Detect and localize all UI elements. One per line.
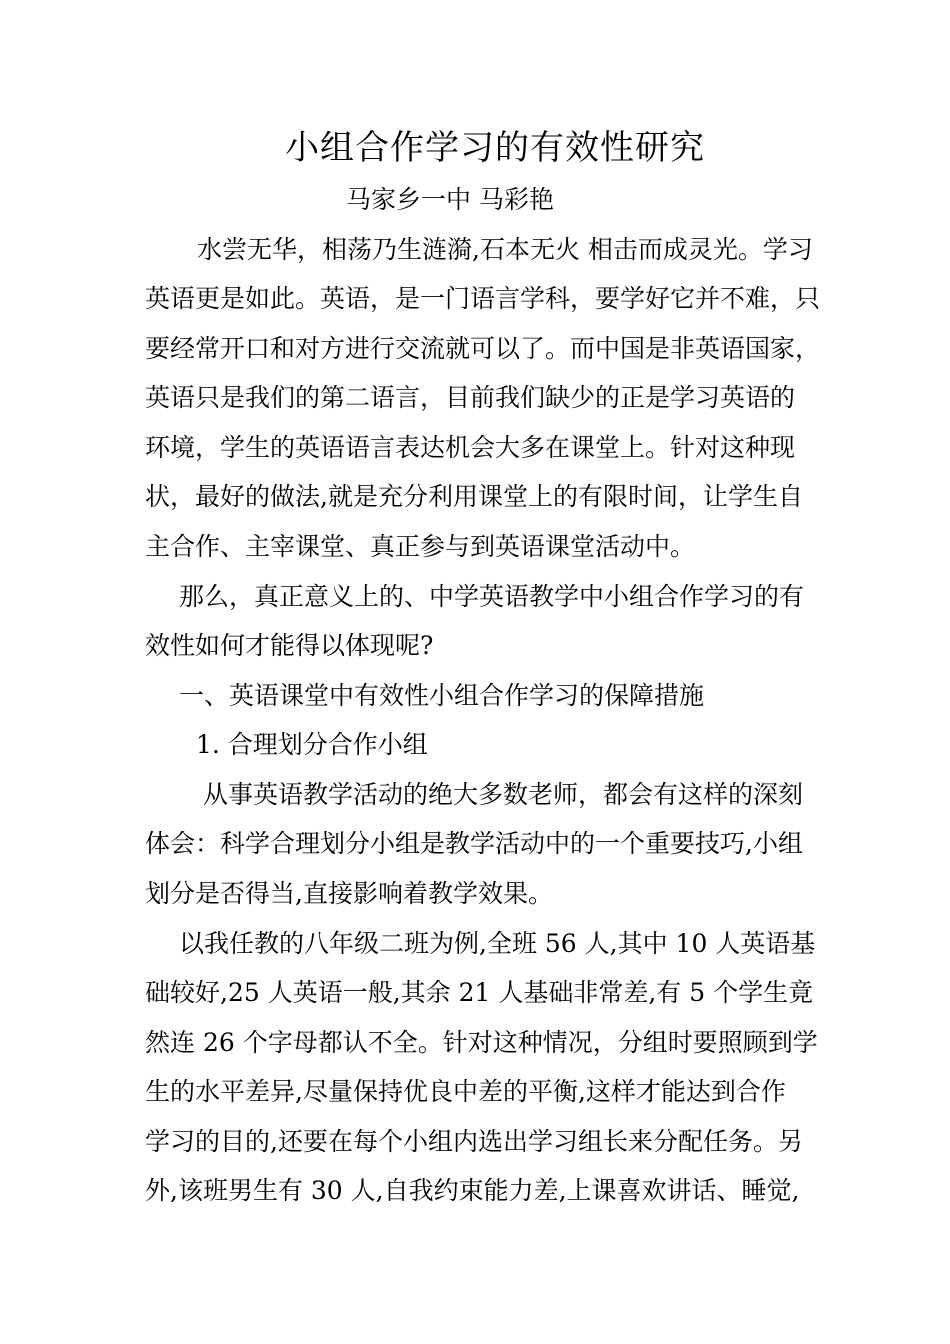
section-heading: 一、英语课堂中有效性小组合作学习的保障措施 — [179, 681, 705, 710]
text-line: 状，最好的做法,就是充分利用课堂上的有限时间，让学生自 — [145, 482, 803, 511]
text-line: 主合作、主宰课堂、真正参与到英语课堂活动中。 — [145, 532, 696, 561]
author-line: 马家乡一中 马彩艳 — [346, 185, 554, 214]
text-line: 那么，真正意义上的、中学英语教学中小组合作学习的有 — [179, 582, 805, 611]
text-line: 英语更是如此。英语，是一门语言学科，要学好它并不难，只 — [145, 284, 821, 313]
text-line: 外,该班男生有 30 人,自我约束能力差,上课喜欢讲话、睡觉, — [145, 1176, 800, 1205]
text-line: 础较好,25 人英语一般,其余 21 人基础非常差,有 5 个学生竟 — [145, 978, 814, 1007]
text-line: 体会：科学合理划分小组是教学活动中的一个重要技巧,小组 — [145, 829, 803, 858]
text-line: 效性如何才能得以体现呢? — [145, 631, 434, 660]
text-line: 学习的目的,还要在每个小组内选出学习组长来分配任务。另 — [145, 1127, 803, 1156]
text-line: 从事英语教学活动的绝大多数老师，都会有这样的深刻 — [203, 780, 804, 809]
text-line: 生的水平差异,尽量保持优良中差的平衡,这样才能达到合作 — [145, 1077, 786, 1106]
text-line: 划分是否得当,直接影响着教学效果。 — [145, 879, 553, 908]
text-line: 水尝无华，相荡乃生涟漪,石本无火 相击而成灵光。学习 — [197, 235, 813, 264]
text-line: 英语只是我们的第二语言，目前我们缺少的正是学习英语的 — [145, 383, 796, 412]
text-line: 然连 26 个字母都认不全。针对这种情况，分组时要照顾到学 — [145, 1028, 818, 1057]
document-title: 小组合作学习的有效性研究 — [285, 128, 705, 168]
text-line: 以我任教的八年级二班为例,全班 56 人,其中 10 人英语基 — [179, 929, 816, 958]
subsection-heading: 1. 合理划分合作小组 — [196, 730, 428, 759]
text-line: 环境，学生的英语语言表达机会大多在课堂上。针对这种现 — [145, 433, 796, 462]
text-line: 要经常开口和对方进行交流就可以了。而中国是非英语国家， — [145, 334, 821, 363]
